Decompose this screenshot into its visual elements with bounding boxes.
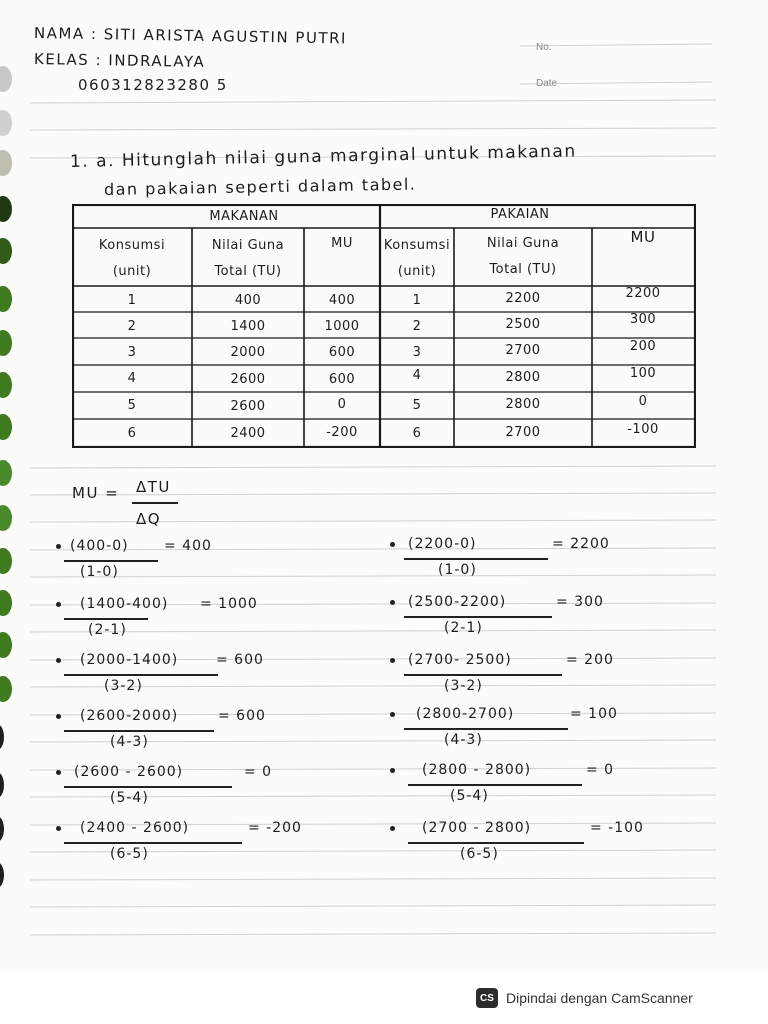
cell-q: 1 [127, 293, 137, 308]
calc-denominator: (5-4) [110, 790, 149, 806]
cell-mu: 1000 [324, 319, 360, 334]
calc-item [394, 762, 694, 818]
calc-denominator: (4-3) [444, 732, 483, 748]
calc-denominator: (4-3) [110, 734, 149, 750]
date-label: Date [536, 78, 558, 89]
calc-item [394, 594, 694, 650]
header-unit-right: (unit) [397, 264, 437, 279]
student-name: NAMA : SITI ARISTA AGUSTIN PUTRI [33, 24, 348, 48]
cell-tu: 2400 [230, 426, 266, 441]
cell-mu-right: 2200 [625, 286, 661, 301]
calc-result: = -100 [590, 820, 644, 836]
cell-q-right: 3 [412, 345, 422, 360]
fraction-bar [404, 616, 552, 618]
calc-item [60, 708, 360, 764]
fraction-bar [408, 784, 582, 786]
fraction-bar [408, 842, 584, 844]
calc-item [60, 538, 360, 594]
calc-numerator: (1400-400) [80, 596, 169, 612]
calc-result: = 0 [586, 762, 615, 778]
formula-lhs: MU = [72, 484, 120, 502]
camscanner-watermark [476, 984, 693, 1012]
calc-numerator: (400-0) [70, 538, 129, 554]
fraction-bar [404, 558, 548, 560]
cell-mu: 400 [328, 293, 356, 308]
student-class: KELAS : INDRALAYA [33, 50, 206, 71]
calc-item [394, 652, 694, 708]
cell-mu: 600 [328, 345, 356, 360]
calc-denominator: (2-1) [88, 622, 127, 638]
calc-item [60, 596, 360, 652]
header-konsumsi: Konsumsi [98, 238, 166, 253]
cell-tu: 400 [234, 293, 262, 308]
calc-result: = 1000 [200, 596, 258, 612]
bullet-dot [56, 602, 61, 607]
cell-tu: 2600 [230, 399, 266, 414]
calc-item [60, 820, 360, 876]
bullet-dot [390, 712, 395, 717]
cell-q-right: 5 [412, 398, 422, 413]
formula-denominator: ΔQ [136, 510, 162, 528]
header-total-tu-right: Total (TU) [489, 262, 557, 277]
cell-mu-right: 300 [629, 312, 657, 327]
cell-mu: 600 [328, 372, 356, 387]
calc-result: = 600 [216, 652, 264, 668]
cell-tu-right: 2800 [505, 397, 541, 412]
cell-q-right: 2 [412, 319, 422, 334]
calc-numerator: (2800-2700) [416, 706, 515, 722]
cell-tu-right: 2800 [505, 370, 541, 385]
header-mu: MU [331, 236, 353, 251]
cell-tu-right: 2200 [505, 291, 541, 306]
header-konsumsi-right: Konsumsi [383, 238, 451, 253]
cell-q: 6 [127, 426, 137, 441]
header-nilai-guna: Nilai Guna [211, 238, 285, 253]
bullet-dot [56, 770, 61, 775]
fraction-bar [404, 728, 568, 730]
calc-item [394, 706, 694, 762]
calc-result: = 0 [244, 764, 273, 780]
cell-mu-right: 0 [638, 394, 648, 409]
formula-bar [132, 502, 178, 504]
bullet-dot [390, 768, 395, 773]
bullet-dot [56, 826, 61, 831]
calc-denominator: (1-0) [80, 564, 119, 580]
header-nilai-guna-right: Nilai Guna [486, 236, 560, 251]
calc-denominator: (3-2) [444, 678, 483, 694]
fraction-bar [404, 674, 562, 676]
cell-mu-right: -100 [627, 422, 659, 437]
bullet-dot [56, 714, 61, 719]
fraction-bar [64, 842, 242, 844]
calc-result: = 100 [570, 706, 618, 722]
calc-result: = 200 [566, 652, 614, 668]
calc-numerator: (2200-0) [408, 536, 477, 552]
cell-tu-right: 2500 [505, 317, 541, 332]
fraction-bar [64, 560, 158, 562]
cell-q: 2 [127, 319, 137, 334]
cell-q: 3 [127, 345, 137, 360]
cell-mu-right: 200 [629, 339, 657, 354]
calc-item [60, 652, 360, 708]
calc-denominator: (6-5) [110, 846, 149, 862]
cell-tu: 1400 [230, 319, 266, 334]
bullet-dot [390, 600, 395, 605]
question-line-2: dan pakaian seperti dalam tabel. [103, 174, 417, 199]
calc-numerator: (2600 - 2600) [74, 764, 184, 780]
camscanner-text: Dipindai dengan CamScanner [506, 990, 693, 1006]
calc-numerator: (2800 - 2800) [422, 762, 532, 778]
fraction-bar [64, 730, 214, 732]
header-total-tu: Total (TU) [214, 264, 282, 279]
cell-q: 4 [127, 371, 137, 386]
calc-result: = 2200 [552, 536, 610, 552]
header-unit: (unit) [112, 264, 152, 279]
calc-item [394, 536, 694, 592]
calc-denominator: (2-1) [444, 620, 483, 636]
header-mu-right: MU [630, 228, 656, 246]
cell-tu-right: 2700 [505, 425, 541, 440]
cell-mu: 0 [337, 397, 347, 412]
cell-tu-right: 2700 [505, 343, 541, 358]
makanan-title: MAKANAN [209, 209, 279, 224]
student-id: 060312823280 5 [78, 76, 228, 94]
fraction-bar [64, 786, 232, 788]
calc-numerator: (2700 - 2800) [422, 820, 532, 836]
bullet-dot [390, 542, 395, 547]
calc-result: = 300 [556, 594, 604, 610]
cell-q-right: 6 [412, 426, 422, 441]
cell-mu: -200 [326, 425, 358, 440]
calc-numerator: (2600-2000) [80, 708, 179, 724]
calc-item [60, 764, 360, 820]
calc-numerator: (2400 - 2600) [80, 820, 190, 836]
calc-denominator: (1-0) [438, 562, 477, 578]
formula-numerator: ΔTU [136, 478, 171, 496]
pakaian-title: PAKAIAN [490, 207, 550, 222]
cell-q-right: 4 [412, 368, 422, 383]
cell-tu: 2000 [230, 345, 266, 360]
fraction-bar [64, 618, 148, 620]
calc-numerator: (2000-1400) [80, 652, 179, 668]
cell-q: 5 [127, 398, 137, 413]
calc-denominator: (5-4) [450, 788, 489, 804]
camscanner-logo-icon: CS [476, 988, 498, 1008]
calc-result: = -200 [248, 820, 302, 836]
no-label: No. [536, 42, 552, 53]
bullet-dot [390, 826, 395, 831]
cell-tu: 2600 [230, 372, 266, 387]
calc-result: = 400 [164, 538, 212, 554]
calc-item [394, 820, 694, 876]
bullet-dot [56, 658, 61, 663]
bullet-dot [390, 658, 395, 663]
calc-numerator: (2500-2200) [408, 594, 507, 610]
calc-denominator: (3-2) [104, 678, 143, 694]
question-line-1: 1. a. Hitunglah nilai guna marginal untuk makanan [69, 141, 577, 172]
cell-mu-right: 100 [629, 366, 657, 381]
utility-table [72, 204, 696, 448]
calc-result: = 600 [218, 708, 266, 724]
bullet-dot [56, 544, 61, 549]
fraction-bar [64, 674, 218, 676]
cell-q-right: 1 [412, 293, 422, 308]
calc-numerator: (2700- 2500) [408, 652, 512, 668]
calc-denominator: (6-5) [460, 846, 499, 862]
